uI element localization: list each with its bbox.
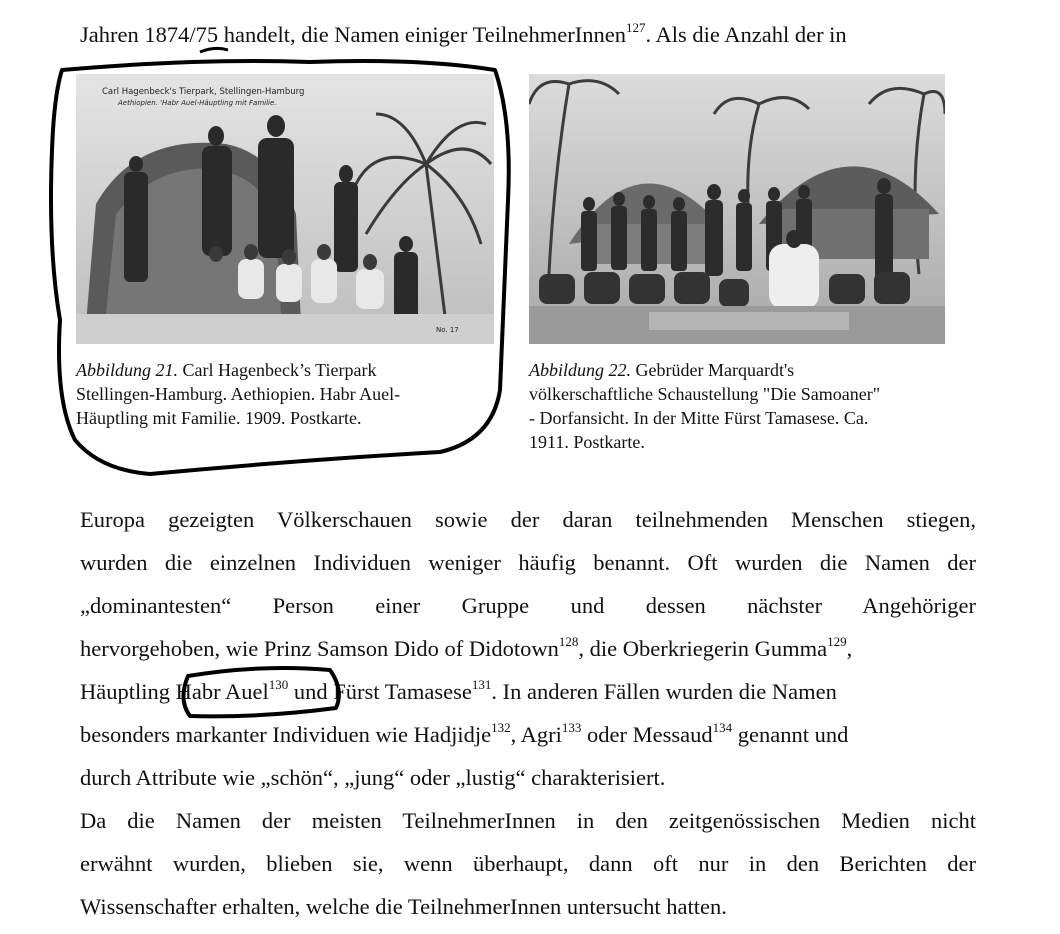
footnote-ref-134[interactable]: 134 [712, 720, 733, 735]
photo-21-subtitle-text: Aethiopien. 'Habr Auel-Häuptling mit Familie. [118, 99, 277, 107]
figure-22-label: Abbildung 22. [529, 360, 631, 380]
footnote-ref-128[interactable]: 128 [558, 634, 579, 649]
figure-21-photo [76, 74, 494, 344]
footnote-ref-130[interactable]: 130 [268, 677, 289, 692]
footnote-ref-127[interactable]: 127 [625, 20, 646, 35]
text-line-7: durch Attribute wie „schön“, „jung“ oder „lustig“ charakterisiert. [80, 765, 666, 790]
footnote-ref-129[interactable]: 129 [827, 634, 847, 649]
text-line-9: erwähnt wurden, blieben sie, wenn überhaupt, dann oft nur in den Berichten der [80, 851, 976, 876]
photo-21-number: No. 17 [436, 326, 459, 334]
figure-21-caption: Abbildung 21. Carl Hagenbeck’s Tierpark Stellingen-Hamburg. Aethiopien. Habr Auel- Häuptling mit Familie. 1909. Postkarte. [76, 360, 401, 428]
footnote-ref-132[interactable]: 132 [491, 720, 511, 735]
figure-21-label: Abbildung 21. [76, 360, 178, 380]
photo-21-title-text: Carl Hagenbeck's Tierpark, Stellingen-Hamburg [102, 87, 305, 97]
figure-22-caption: Abbildung 22. Gebrüder Marquardt's völkerschaftliche Schaustellung "Die Samoaner" - Dorfansicht. In der Mitte Fürst Tamasese. Ca. 1911. Postkarte. [529, 360, 881, 452]
text-line-8: Da die Namen der meisten TeilnehmerInnen in den zeitgenössischen Medien nicht [80, 808, 976, 833]
figure-22-photo [529, 74, 945, 344]
text-line-1: Europa gezeigten Völkerschauen sowie der daran teilnehmenden Menschen stiegen, [80, 507, 976, 532]
text-line-6: besonders markanter Individuen wie Hadjidje$^{132}$, Agri$^{133}$ oder Messaud$^{134}$ genannt und [80, 720, 849, 747]
text-line-5: Häuptling Habr Auel$^{130}$ und Fürst Tamasese$^{131}$. In anderen Fällen wurden die Namen [80, 677, 837, 704]
footnote-ref-133[interactable]: 133 [561, 720, 582, 735]
footnote-ref-131[interactable]: 131 [471, 677, 492, 692]
text-line-10: Wissenschafter erhalten, welche die TeilnehmerInnen untersucht hatten. [80, 894, 727, 919]
text-line-top: Jahren 1874/75 handelt, die Namen einiger TeilnehmerInnen$^{127}$. Als die Anzahl der in [80, 20, 847, 47]
text-line-3: „dominantesten“ Person einer Gruppe und dessen nächster Angehöriger [80, 593, 976, 618]
text-line-4: hervorgehoben, wie Prinz Samson Dido of Didotown$^{128}$, die Oberkriegerin Gumma$^{129}$, [80, 634, 853, 661]
text-line-2: wurden die einzelnen Individuen weniger häufig benannt. Oft wurden die Namen der [80, 550, 976, 575]
